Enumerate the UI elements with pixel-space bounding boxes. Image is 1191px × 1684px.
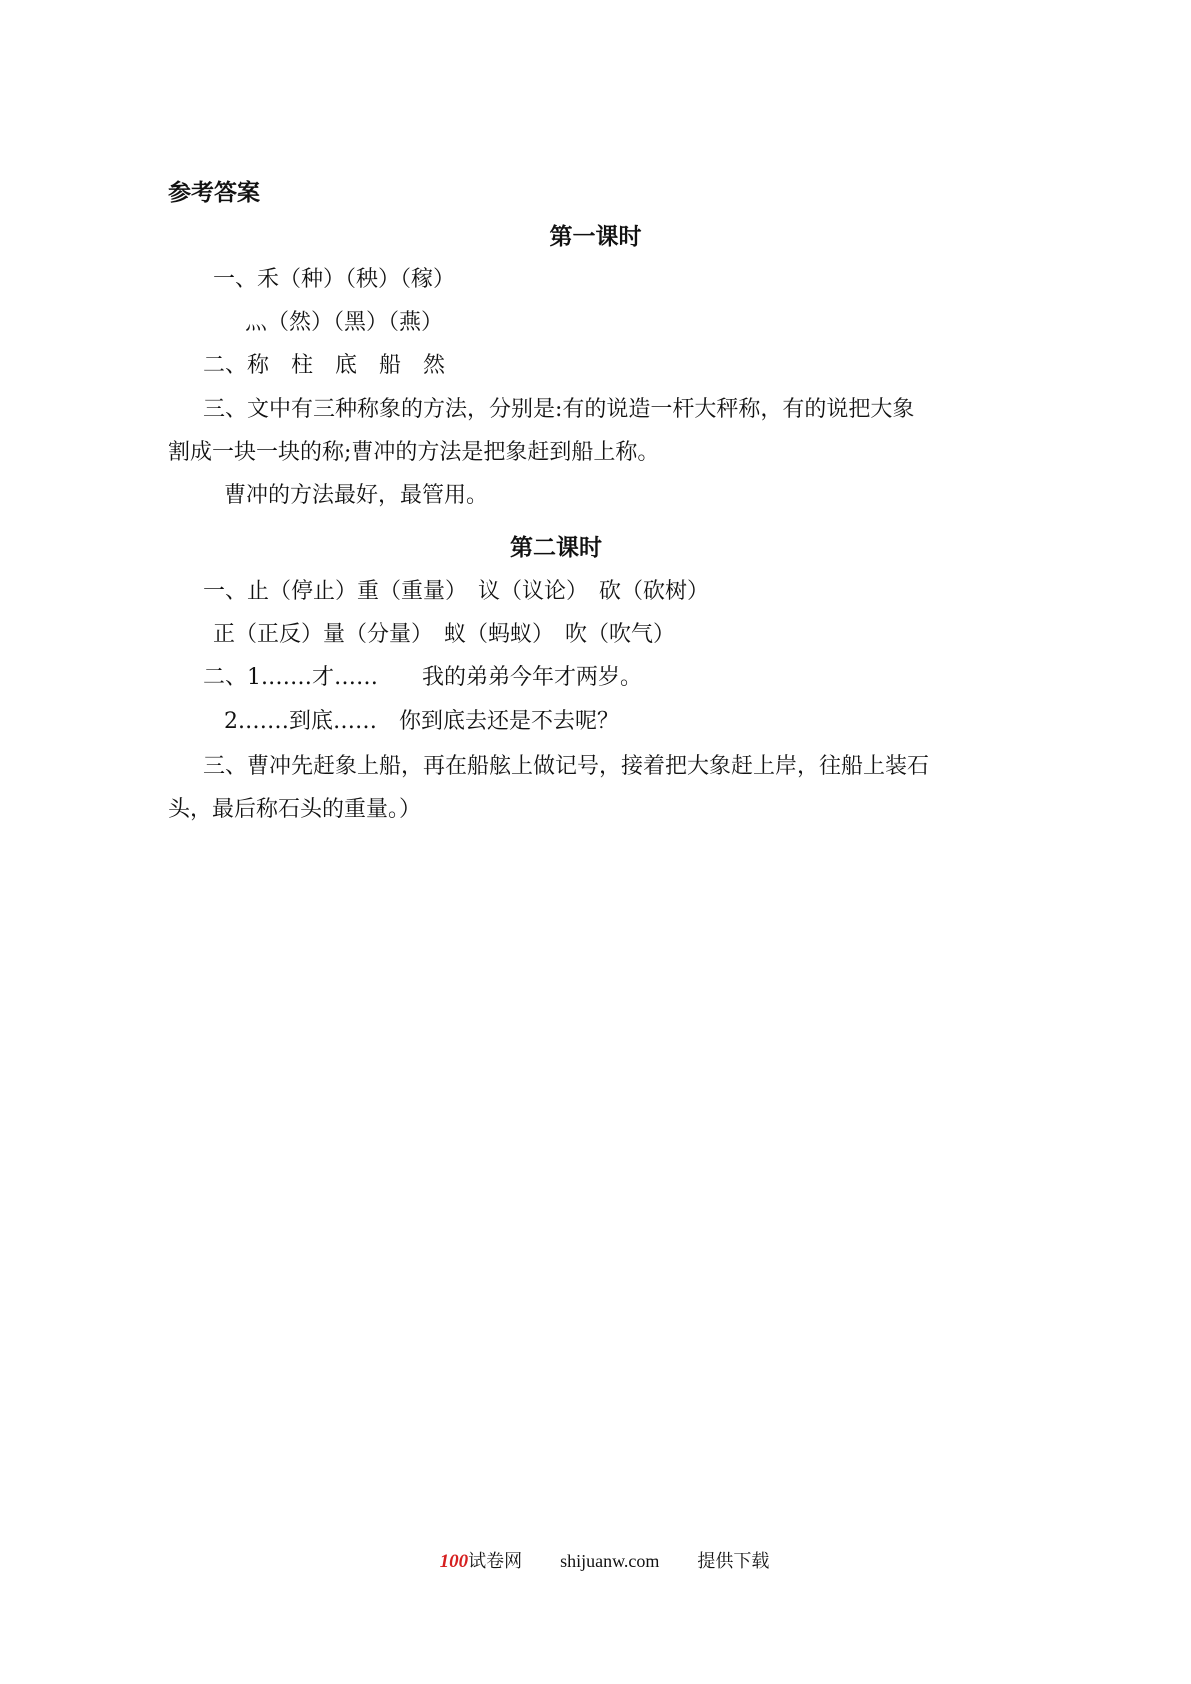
lesson1-q2: 二、称 柱 底 船 然 xyxy=(203,353,446,378)
lesson2-q1-line1: 一、止（停止）重（重量） 议（议论） 砍（砍树） xyxy=(203,579,710,604)
site-logo-number: 100 xyxy=(439,1551,469,1572)
download-note: 提供下载 xyxy=(697,1551,770,1571)
lesson1-q1-line2: 灬（然）（黑）（燕） xyxy=(245,310,444,335)
lesson1-heading: 第一课时 xyxy=(549,224,642,250)
lesson2-q3-line2: 头，最后称石头的重量。） xyxy=(168,797,422,822)
site-link[interactable]: shijuanw.com xyxy=(560,1551,660,1571)
lesson2-q2-line1: 二、1.……才…… 我的弟弟今年才两岁。 xyxy=(203,665,642,690)
lesson1-q3-line2: 割成一块一块的称;曹冲的方法是把象赶到船上称。 xyxy=(168,440,660,465)
site-logo-text: 试卷网 xyxy=(468,1551,523,1571)
answers-title: 参考答案 xyxy=(168,180,260,206)
lesson1-q3-line1: 三、文中有三种称象的方法，分别是:有的说造一杆大秤称，有的说把大象 xyxy=(203,397,915,422)
lesson2-q3-line1: 三、曹冲先赶象上船，再在船舷上做记号，接着把大象赶上岸，往船上装石 xyxy=(203,754,930,779)
lesson1-q3-line3: 曹冲的方法最好，最管用。 xyxy=(224,483,489,508)
lesson2-q1-line2: 正（正反）量（分量） 蚁（蚂蚁） 吹（吹气） xyxy=(213,622,676,647)
lesson2-heading: 第二课时 xyxy=(510,535,602,561)
page-footer xyxy=(0,1526,1191,1594)
lesson1-q1-line1: 一、禾（种）（秧）（稼） xyxy=(213,267,456,292)
lesson2-q2-line2: 2.……到底…… 你到底去还是不去呢？ xyxy=(224,709,619,734)
